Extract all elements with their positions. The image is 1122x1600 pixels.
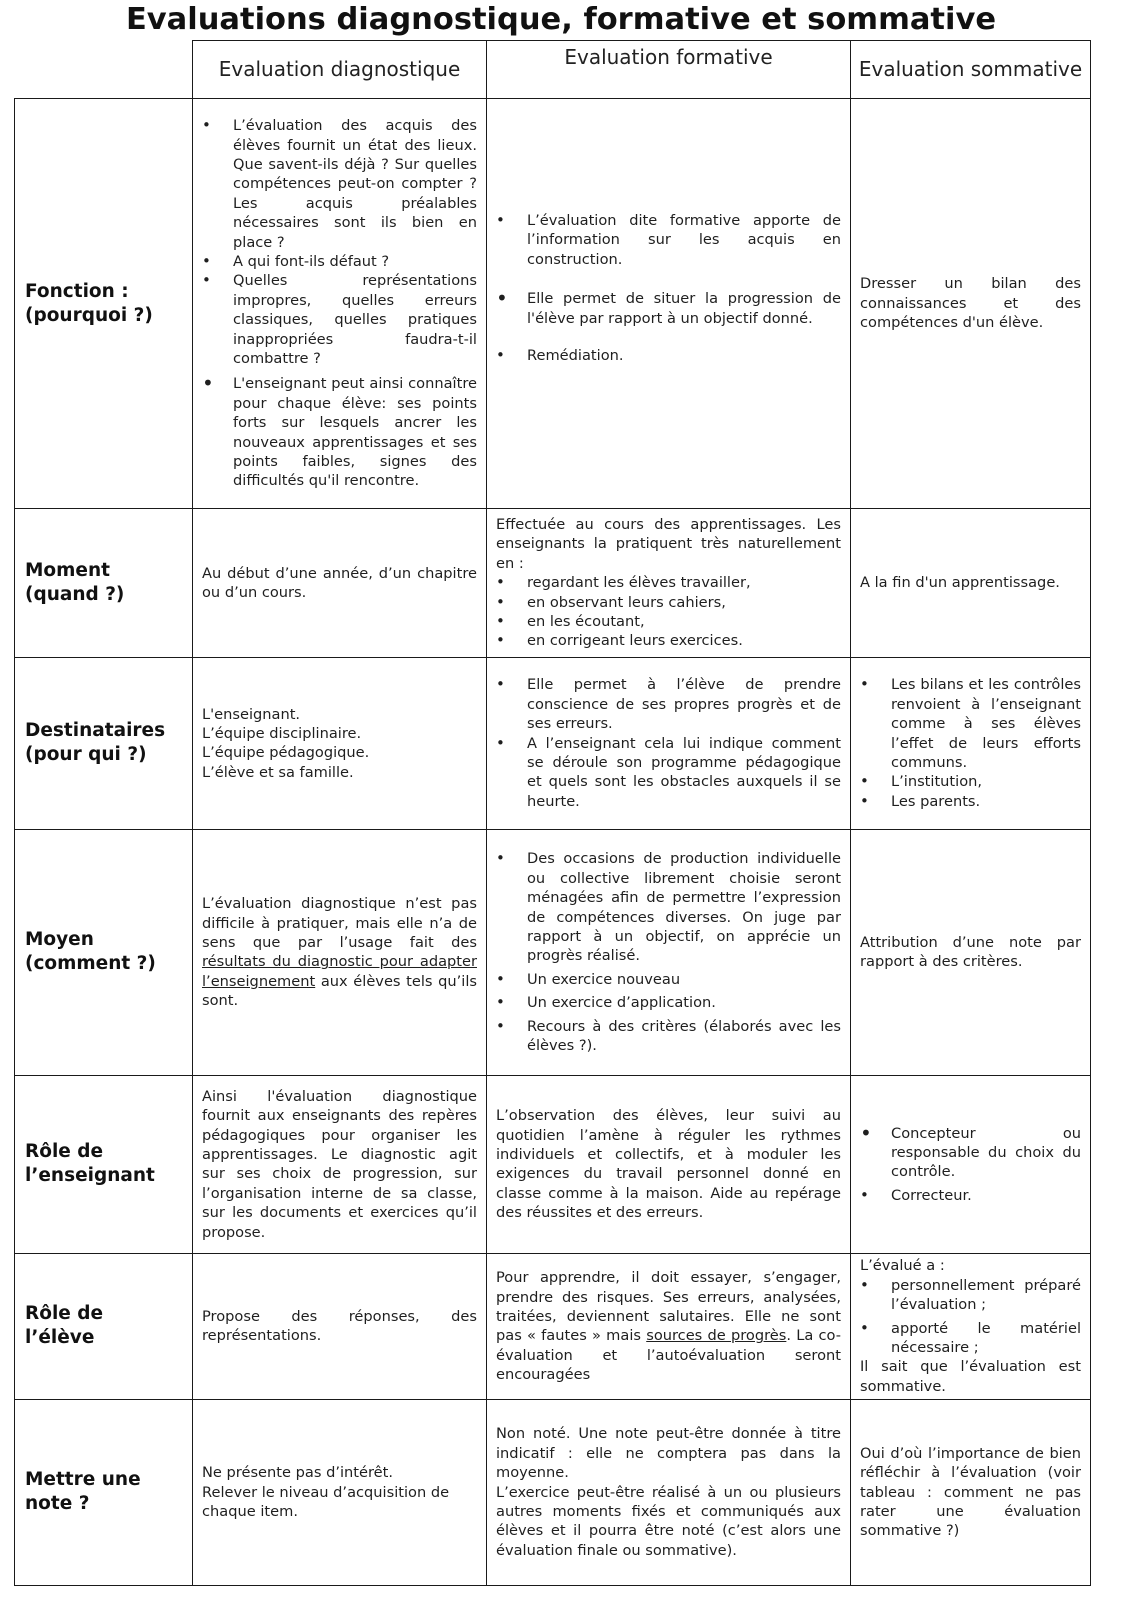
row-label-fonction: Fonction : (pourquoi ?) <box>15 99 193 509</box>
cell-role-eleve-sommative: L’évalué a : • personnellement préparé l’évaluation ; • apporté le matériel nécessaire ; Il sait que l’évaluation est sommative. <box>851 1253 1091 1399</box>
list-item: • Quelles représentations impropres, quelles erreurs classiques, quelles pratiques inappropriées faudra-t-il combattre ? <box>202 271 477 368</box>
cell-fonction-sommative: Dresser un bilan des connaissances et des compétences d'un élève. <box>851 99 1091 509</box>
list-item: • Correcteur. <box>860 1186 1081 1205</box>
table-row-note <box>15 1399 1091 1585</box>
list-item: • Les parents. <box>860 792 1081 811</box>
page-title: Evaluations diagnostique, formative et sommative <box>125 2 997 37</box>
cell-role-enseignant-sommative <box>851 1075 1091 1253</box>
table-row-role-enseignant <box>15 1075 1091 1253</box>
table-row-moyen <box>15 829 1091 1075</box>
cell-role-enseignant-formative: L’observation des élèves, leur suivi au quotidien l’amène à réguler les rythmes individuels et collectifs, et à moduler les exigences du travail personnel donné en classe comme à la maison. Aide au repérage des réussites et des erreurs. <box>487 1075 851 1253</box>
list-item: • en observant leurs cahiers, <box>496 593 841 612</box>
list-item: • Remédiation. <box>496 346 841 365</box>
cell-role-eleve-formative: Pour apprendre, il doit essayer, s’engager, prendre des risques. Ses erreurs, analysées, traitées, deviennent salutaires. Elle ne sont pas « fautes » mais sources de progrès. La co-évaluation et l’autoévaluation seront encouragées <box>487 1253 851 1399</box>
list-item: • Elle permet à l’élève de prendre conscience de ses propres progrès et de ses erreurs. <box>496 675 841 733</box>
row-label-moyen: Moyen (comment ?) <box>15 829 193 1075</box>
row-label-moment: Moment (quand ?) <box>15 509 193 658</box>
table-row-moment <box>15 509 1091 658</box>
cell-fonction-diagnostic <box>193 99 487 509</box>
list-item: • A qui font-ils défaut ? <box>202 252 477 271</box>
cell-note-diagnostic: Ne présente pas d’intérêt. Relever le niveau d’acquisition de chaque item. <box>193 1399 487 1585</box>
list-item: • Les bilans et les contrôles renvoient à l’enseignant comme à ses élèves l’effet de leurs efforts communs. <box>860 675 1081 772</box>
cell-note-sommative: Oui d’où l’importance de bien réfléchir à l’évaluation (voir tableau : comment ne pas rater une évaluation sommative ?) <box>851 1399 1091 1585</box>
evaluation-table <box>14 40 1091 1586</box>
cell-moment-diagnostic: Au début d’une année, d’un chapitre ou d’un cours. <box>193 509 487 658</box>
cell-moment-formative: Effectuée au cours des apprentissages. Les enseignants la pratiquent très naturellement en : • regardant les élèves travailler, • en observant leurs cahiers, • en les écoutant, • en corrigeant leurs exercices. <box>487 509 851 658</box>
cell-note-formative: Non noté. Une note peut-être donnée à titre indicatif : elle ne comptera pas dans la moyenne. L’exercice peut-être réalisé à un ou plusieurs autres moments fixés et communiqués aux élèves et il pourra être noté (c’est alors une évaluation finale ou sommative). <box>487 1399 851 1585</box>
list-item: • Recours à des critères (élaborés avec les élèves ?). <box>496 1017 841 1056</box>
cell-moyen-formative <box>487 829 851 1075</box>
list-item: • regardant les élèves travailler, <box>496 573 841 592</box>
cell-fonction-formative <box>487 99 851 509</box>
table-row-destinataires <box>15 657 1091 829</box>
row-label-note: Mettre une note ? <box>15 1399 193 1585</box>
list-item: • L’évaluation dite formative apporte de l’information sur les acquis en construction. <box>496 211 841 269</box>
list-item: • en les écoutant, <box>496 612 841 631</box>
list-item: • L'enseignant peut ainsi connaître pour chaque élève: ses points forts sur lesquels ancrer les nouveaux apprentissages et ses points faibles, signes des difficultés qu'il rencontre. <box>202 374 477 490</box>
cell-role-enseignant-diagnostic: Ainsi l'évaluation diagnostique fournit aux enseignants des repères pédagogiques pour organiser les apprentissages. Le diagnostic agit sur ses choix de progression, sur l’organisation interne de sa classe, sur les documents et exercices qu’il propose. <box>193 1075 487 1253</box>
cell-destinataires-sommative <box>851 657 1091 829</box>
cell-destinataires-formative <box>487 657 851 829</box>
cell-role-eleve-diagnostic: Propose des réponses, des représentations. <box>193 1253 487 1399</box>
list-item: • A l’enseignant cela lui indique comment se déroule son programme pédagogique et quels sont les obstacles auxquels il se heurte. <box>496 734 841 812</box>
list-item: • apporté le matériel nécessaire ; <box>860 1319 1081 1358</box>
list-item: • Elle permet de situer la progression de l'élève par rapport à un objectif donné. <box>496 289 841 328</box>
cell-moment-sommative: A la fin d'un apprentissage. <box>851 509 1091 658</box>
table-row-role-eleve <box>15 1253 1091 1399</box>
list-item: • Concepteur ou responsable du choix du contrôle. <box>860 1124 1081 1182</box>
cell-moyen-sommative: Attribution d’une note par rapport à des critères. <box>851 829 1091 1075</box>
header-formative: Evaluation formative <box>487 41 851 99</box>
list-item: • personnellement préparé l’évaluation ; <box>860 1276 1081 1315</box>
header-sommative: Evaluation sommative <box>851 41 1091 99</box>
cell-moyen-diagnostic: L’évaluation diagnostique n’est pas difficile à pratiquer, mais elle n’a de sens que par l’usage fait des résultats du diagnostic pour adapter l’enseignement aux élèves tels qu’ils sont. <box>193 829 487 1075</box>
list-item: • L’institution, <box>860 772 1081 791</box>
list-item: • Un exercice d’application. <box>496 993 841 1012</box>
list-item: • en corrigeant leurs exercices. <box>496 631 841 650</box>
header-row <box>15 41 1091 99</box>
row-label-role-enseignant: Rôle de l’enseignant <box>15 1075 193 1253</box>
list-item: • L’évaluation des acquis des élèves fournit un état des lieux. Que savent-ils déjà ? Sur quelles compétences peut-on compter ? Les acquis préalables nécessaires sont ils bien en place ? <box>202 116 477 252</box>
table-row-fonction <box>15 99 1091 509</box>
list-item: • Un exercice nouveau <box>496 970 841 989</box>
list-item: • Des occasions de production individuelle ou collective librement choisie seront ménagées afin de permettre l’expression de compétences diverses. On juge par rapport à un objectif, on apprécie un progrès réalisé. <box>496 849 841 965</box>
header-diagnostic: Evaluation diagnostique <box>193 41 487 99</box>
cell-destinataires-diagnostic: L'enseignant. L’équipe disciplinaire. L’équipe pédagogique. L’élève et sa famille. <box>193 657 487 829</box>
row-label-role-eleve: Rôle de l’élève <box>15 1253 193 1399</box>
row-label-destinataires: Destinataires (pour qui ?) <box>15 657 193 829</box>
